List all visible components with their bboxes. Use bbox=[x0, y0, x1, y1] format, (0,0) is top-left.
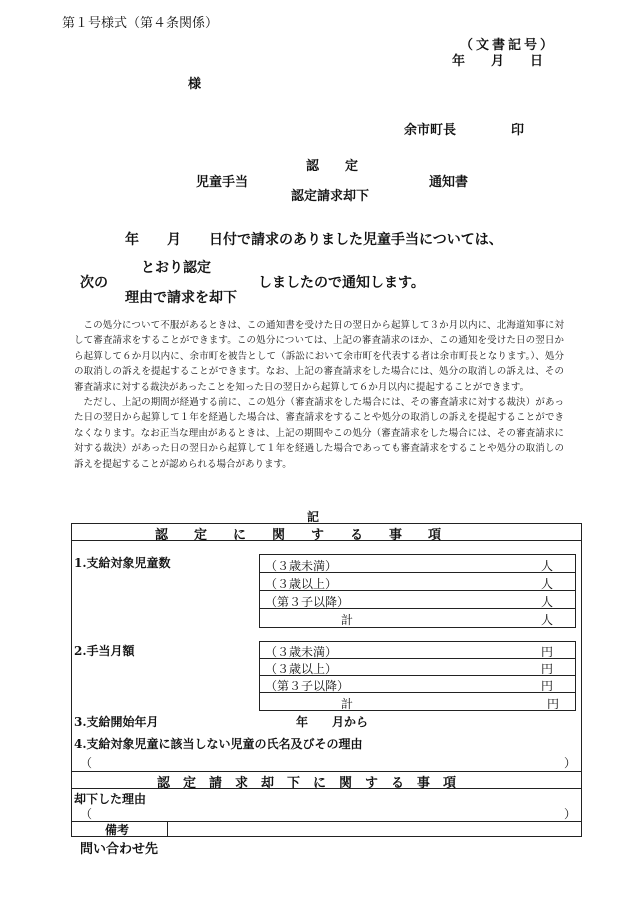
appeal-notice-paragraph-2: ただし、上記の期間が経過する前に、この処分（審査請求をした場合には、その審査請求に対する裁決）があった日の翌日から起算して１年を経過した場合は、審査請求をすることや処分の取消しの訴えを提起することができなくなります。なお正当な理由があるときは、上記の期間やこの処分（審査請求をした場合には、その審査請求に対する裁決）があった日の翌日から起算して１年を経過した場合であっても審査請求をすることや処分の取消しの訴えを提起することが認められる場合があります。 bbox=[74, 397, 564, 470]
body-option-a: とおり認定 bbox=[141, 260, 211, 276]
item2-total-unit: 円 bbox=[547, 697, 560, 711]
title-left: 児童手当 bbox=[196, 175, 249, 190]
item1-row-label: （３歳未満） bbox=[265, 559, 338, 573]
divider bbox=[167, 821, 168, 837]
seal-mark: 印 bbox=[511, 123, 525, 138]
divider bbox=[71, 788, 582, 789]
item1-row-label: （３歳以上） bbox=[265, 577, 338, 591]
body-suffix: しましたので通知します。 bbox=[258, 275, 425, 291]
rejection-open-paren: （ bbox=[80, 807, 93, 821]
appeal-notice bbox=[74, 318, 564, 472]
item3-value: 年 月から bbox=[296, 715, 369, 729]
title-option-reject: 認定請求却下 bbox=[291, 189, 370, 204]
divider bbox=[71, 821, 582, 822]
contact-label: 問い合わせ先 bbox=[80, 842, 159, 857]
item4-label: 4.支給対象児童に該当しない児童の氏名及びその理由 bbox=[74, 737, 363, 751]
item1-row-unit: 人 bbox=[541, 595, 554, 609]
item2-row-unit: 円 bbox=[541, 679, 554, 693]
addressee-suffix: 様 bbox=[188, 77, 202, 92]
item2-row-label: （３歳以上） bbox=[265, 662, 338, 676]
item2-row-label: （第３子以降） bbox=[265, 679, 350, 693]
body-line1: 年 月 日付で請求のありました児童手当については、 bbox=[125, 232, 503, 248]
issuer-name: 余市町長 bbox=[404, 123, 457, 138]
item1-row-unit: 人 bbox=[541, 577, 554, 591]
title-right: 通知書 bbox=[429, 175, 469, 190]
item2-row-unit: 円 bbox=[541, 645, 554, 659]
section1-header: 認 定 に 関 す る 事 項 bbox=[155, 528, 442, 543]
form-label: 第１号様式（第４条関係） bbox=[62, 16, 219, 31]
document-number: （文書記号） bbox=[460, 38, 557, 53]
item4-open-paren: （ bbox=[80, 756, 93, 770]
item2-row-unit: 円 bbox=[541, 662, 554, 676]
body-option-b: 理由で請求を却下 bbox=[125, 290, 237, 306]
body-prefix: 次の bbox=[80, 275, 108, 291]
item1-row-unit: 人 bbox=[541, 559, 554, 573]
appeal-notice-paragraph-1: この処分について不服があるときは、この通知書を受けた日の翌日から起算して３か月以内に、北海道知事に対して審査請求をすることができます。この処分については、上記の審査請求のほか、この通知を受けた日の翌日から起算して６か月以内に、余市町を被告として（訴訟において余市町を代表する者は余市町長となります。）、処分の取消しの訴えを提起することができます。なお、上記の審査請求をした場合には、処分の取消しの訴えは、その審査請求に対する裁決があったことを知った日の翌日から起算して６か月以内に提起することができます。 bbox=[74, 320, 564, 393]
rejection-close-paren: ） bbox=[564, 807, 577, 821]
rejection-reason-label: 却下した理由 bbox=[74, 792, 147, 806]
remarks-label: 備考 bbox=[105, 823, 130, 837]
item1-total-unit: 人 bbox=[541, 613, 554, 627]
item1-label: 1.支給対象児童数 bbox=[74, 556, 171, 570]
item2-label: 2.手当月額 bbox=[74, 644, 135, 658]
title-option-approve: 認 定 bbox=[306, 159, 359, 174]
ki-heading: 記 bbox=[307, 510, 320, 524]
item2-total-label: 計 bbox=[341, 697, 354, 711]
item2-row-label: （３歳未満） bbox=[265, 645, 338, 659]
item3-label: 3.支給開始年月 bbox=[74, 715, 159, 729]
item4-close-paren: ） bbox=[564, 756, 577, 770]
section2-header: 認 定 請 求 却 下 に 関 す る 事 項 bbox=[157, 776, 457, 791]
date-line: 年 月 日 bbox=[452, 54, 544, 69]
item1-row-label: （第３子以降） bbox=[265, 595, 350, 609]
item1-total-label: 計 bbox=[341, 613, 354, 627]
